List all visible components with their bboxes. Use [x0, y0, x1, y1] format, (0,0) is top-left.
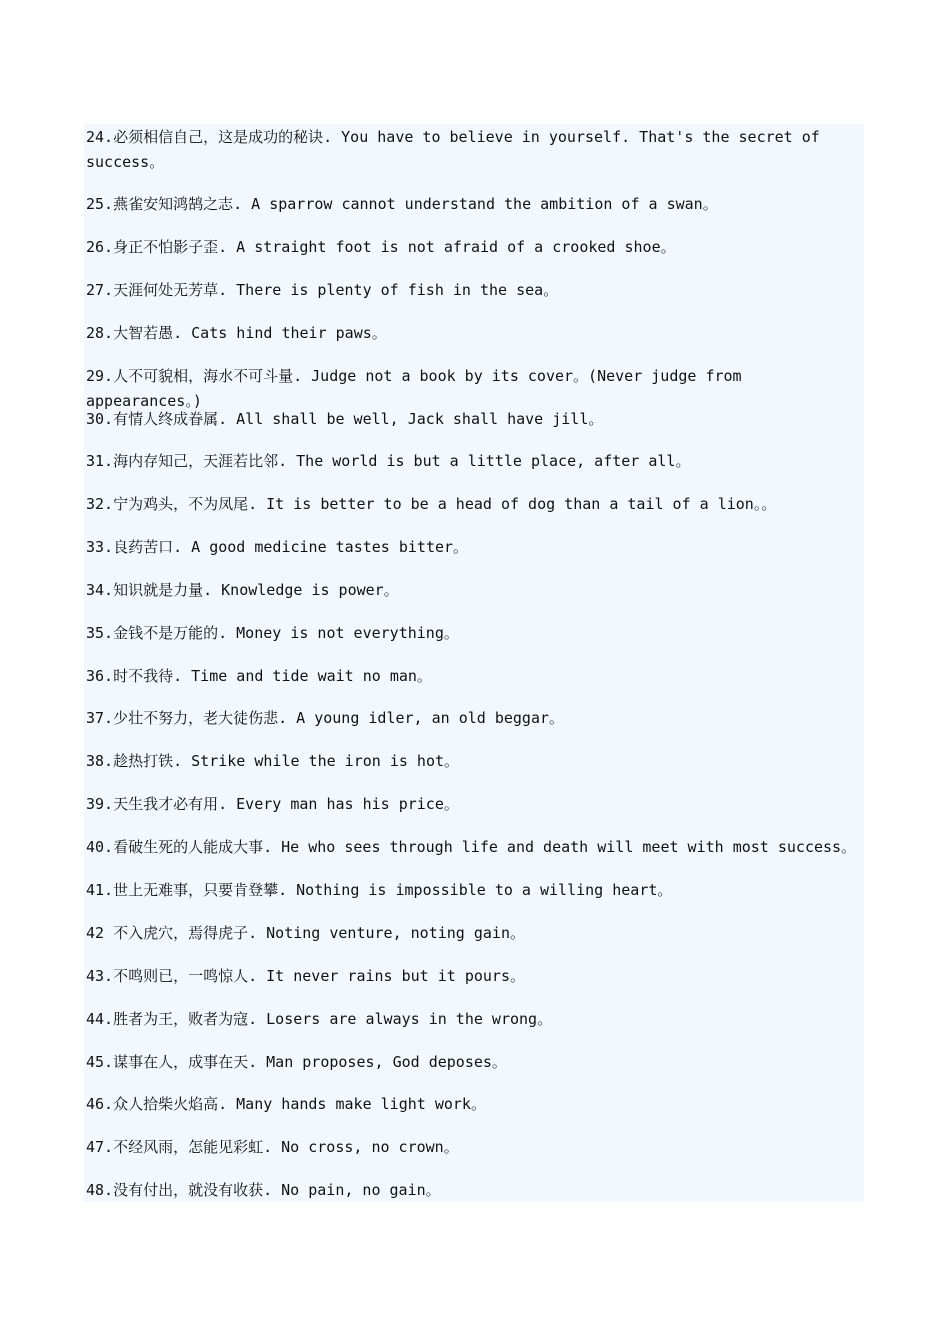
- proverb-48: 48.没有付出，就没有收获. No pain, no gain。: [86, 1181, 441, 1199]
- proverb-36: 36.时不我待. Time and tide wait no man。: [86, 667, 432, 685]
- proverb-26: 26.身正不怕影子歪. A straight foot is not afraid of a crooked shoe。: [86, 238, 676, 256]
- proverb-30: 30.有情人终成眷属. All shall be well, Jack shall have jill。: [86, 410, 604, 428]
- proverb-25: 25.燕雀安知鸿鹄之志. A sparrow cannot understand the ambition of a swan。: [86, 195, 718, 213]
- proverb-39: 39.天生我才必有用. Every man has his price。: [86, 795, 459, 813]
- proverb-list: [84, 124, 864, 1202]
- proverb-38: 38.趁热打铁. Strike while the iron is hot。: [86, 752, 460, 770]
- proverb-40: 40.看破生死的人能成大事. He who sees through life and death will meet with most success。: [86, 838, 857, 856]
- proverb-45: 45.谋事在人，成事在天. Man proposes, God deposes。: [86, 1053, 507, 1071]
- proverb-29: 29.人不可貌相，海水不可斗量. Judge not a book by its cover。(Never judge from appearances。): [86, 367, 751, 410]
- proverb-44: 44.胜者为王，败者为寇. Losers are always in the wrong。: [86, 1010, 553, 1028]
- proverb-41: 41.世上无难事，只要肯登攀. Nothing is impossible to a willing heart。: [86, 881, 673, 899]
- proverb-28: 28.大智若愚. Cats hind their paws。: [86, 324, 387, 342]
- proverb-33: 33.良药苦口. A good medicine tastes bitter。: [86, 538, 469, 556]
- proverb-24: 24.必须相信自己，这是成功的秘诀. You have to believe in yourself. That's the secret of success。: [86, 128, 829, 171]
- proverb-46: 46.众人拾柴火焰高. Many hands make light work。: [86, 1095, 486, 1113]
- proverb-32: 32.宁为鸡头，不为凤尾. It is better to be a head of dog than a tail of a lion。。: [86, 495, 777, 513]
- proverb-42: 42 不入虎穴，焉得虎子. Noting venture, noting gain。: [86, 924, 525, 942]
- proverb-35: 35.金钱不是万能的. Money is not everything。: [86, 624, 459, 642]
- proverb-34: 34.知识就是力量. Knowledge is power。: [86, 581, 399, 599]
- proverb-47: 47.不经风雨，怎能见彩虹. No cross, no crown。: [86, 1138, 459, 1156]
- proverb-37: 37.少壮不努力，老大徒伤悲. A young idler, an old beggar。: [86, 709, 565, 727]
- proverb-43: 43.不鸣则已，一鸣惊人. It never rains but it pours。: [86, 967, 525, 985]
- proverb-27: 27.天涯何处无芳草. There is plenty of fish in the sea。: [86, 281, 559, 299]
- proverb-31: 31.海内存知己，天涯若比邻. The world is but a little place, after all。: [86, 452, 691, 470]
